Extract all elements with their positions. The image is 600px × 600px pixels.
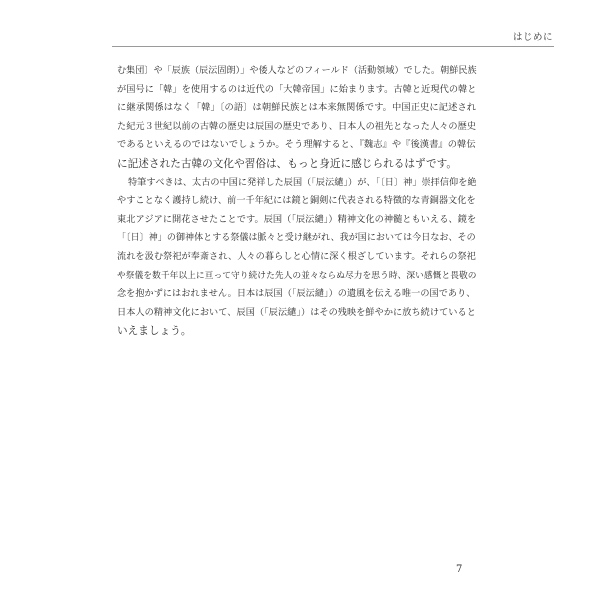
running-head: はじめに xyxy=(512,32,553,43)
text-line: 東北アジアに開花させたことです。辰国（「辰沄繾」）精神文化の神髄ともいえる、鏡を xyxy=(117,213,477,225)
text-line: が国号に「韓」を使用するのは近代の「大韓帝国」に始まります。古韓と近現代の韓と xyxy=(117,83,477,95)
header-rule xyxy=(112,46,554,47)
text-line: いえましょう。 xyxy=(117,325,192,338)
text-line: た紀元３世紀以前の古韓の歴史は辰国の歴史であり、日本人の祖先となった人々の歴史 xyxy=(117,120,477,132)
body-text xyxy=(117,62,476,341)
text-line: や祭儀を数千年以上に亘って守り続けた先人の並々ならぬ尽力を思う時、深い感慨と畏敬の xyxy=(117,270,477,281)
page-number: 7 xyxy=(456,564,463,575)
paragraph xyxy=(117,174,476,341)
text-line: む集団〕や「辰族（辰沄固朗）」や倭人などのフィールド（活動領域）でした。朝鮮民族 xyxy=(117,66,477,76)
text-line: 日本人の精神文化において、辰国（「辰沄繾」）はその残映を鮮やかに放ち続けていると xyxy=(117,306,476,318)
text-line: 「〔日〕神」の御神体とする祭儀は脈々と受け継がれ、我が国においては今日なお、その xyxy=(117,233,476,244)
text-line: 念を抱かずにはおれません。日本は辰国（「辰沄繾」）の遺風を伝える唯一の国であり、 xyxy=(117,289,476,300)
text-line: 流れを汲む祭祀が奉斎され、人々の暮らしと心情に深く根ざしています。それらの祭祀 xyxy=(117,250,476,262)
text-line: 特筆すべきは、太古の中国に発祥した辰国（「辰沄繾」）が、「〔日〕神」崇拝信仰を絶 xyxy=(128,177,477,188)
text-line: であるといえるのではないでしょうか。そう理解すると、『魏志』や『後漢書』の韓伝 xyxy=(117,139,476,151)
text-line: やすことなく護持し続け、前一千年紀には鏡と銅剣に代表される特徴的な青銅器文化を xyxy=(117,195,476,207)
text-line: に継承関係はなく「韓」〔の語〕は朝鮮民族とは本来無関係です。中国正史に記述され xyxy=(117,102,477,114)
text-line: に記述された古韓の文化や習俗は、もっと身近に感じられるはずです。 xyxy=(117,157,458,170)
paragraph xyxy=(117,62,476,174)
